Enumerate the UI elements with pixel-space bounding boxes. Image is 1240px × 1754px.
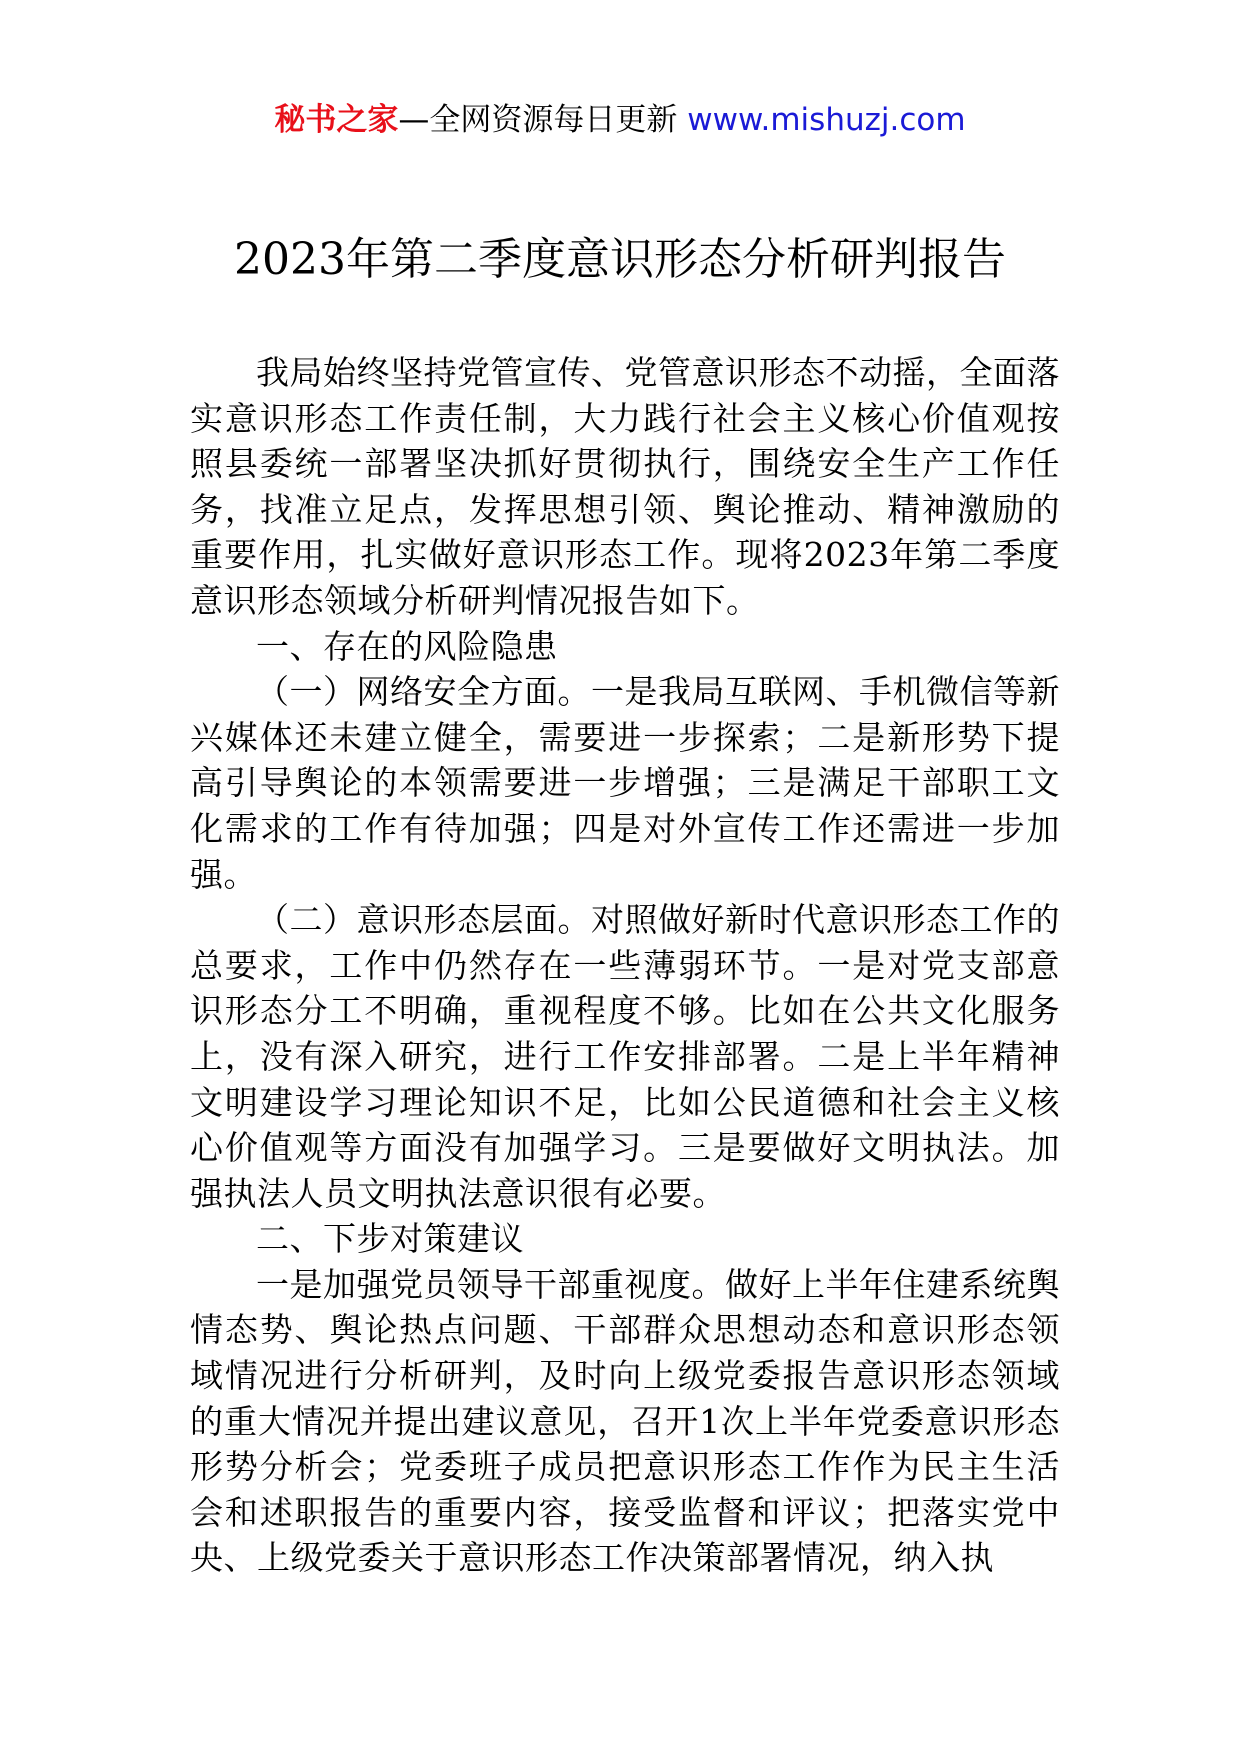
site-banner: [0, 98, 1240, 142]
paragraph-network-security: （一）网络安全方面。一是我局互联网、手机微信等新兴媒体还未建立健全，需要进一步探索；二是新形势下提高引导舆论的本领需要进一步增强；三是满足干部职工文化需求的工作有待加强；四是对外宣传工作还需进一步加强。: [190, 672, 1060, 894]
section-heading-risks: 一、存在的风险隐患: [256, 626, 558, 666]
document-body: [190, 350, 1060, 1581]
site-url-link[interactable]: www.mishuzj.com: [687, 102, 966, 138]
paragraph-ideology-level: （二）意识形态层面。对照做好新时代意识形态工作的总要求，工作中仍然存在一些薄弱环节。一是对党支部意识形态分工不明确，重视程度不够。比如在公共文化服务上，没有深入研究，进行工作安排部署。二是上半年精神文明建设学习理论知识不足，比如公民道德和社会主义核心价值观等方面没有加强学习。三是要做好文明执法。加强执法人员文明执法意识很有必要。: [190, 900, 1060, 1213]
document-title: 2023年第二季度意识形态分析研判报告: [234, 234, 1006, 285]
intro-paragraph: 我局始终坚持党管宣传、党管意识形态不动摇，全面落实意识形态工作责任制，大力践行社会主义核心价值观按照县委统一部署坚决抓好贯彻执行，围绕安全生产工作任务，找准立足点，发挥思想引领、舆论推动、精神激励的重要作用，扎实做好意识形态工作。现将2023年第二季度意识形态领域分析研判情况报告如下。: [190, 353, 1060, 620]
section-heading-countermeasures: 二、下步对策建议: [256, 1219, 524, 1259]
banner-tagline: —全网资源每日更新: [398, 102, 678, 138]
paragraph-strengthen-leadership: 一是加强党员领导干部重视度。做好上半年住建系统舆情态势、舆论热点问题、干部群众思想动态和意识形态领域情况进行分析研判，及时向上级党委报告意识形态领域的重大情况并提出建议意见，召开1次上半年党委意识形态形势分析会；党委班子成员把意识形态工作作为民主生活会和述职报告的重要内容，接受监督和评议；把落实党中央、上级党委关于意识形态工作决策部署情况，纳入执: [190, 1264, 1060, 1578]
brand-name: 秘书之家: [274, 102, 399, 138]
